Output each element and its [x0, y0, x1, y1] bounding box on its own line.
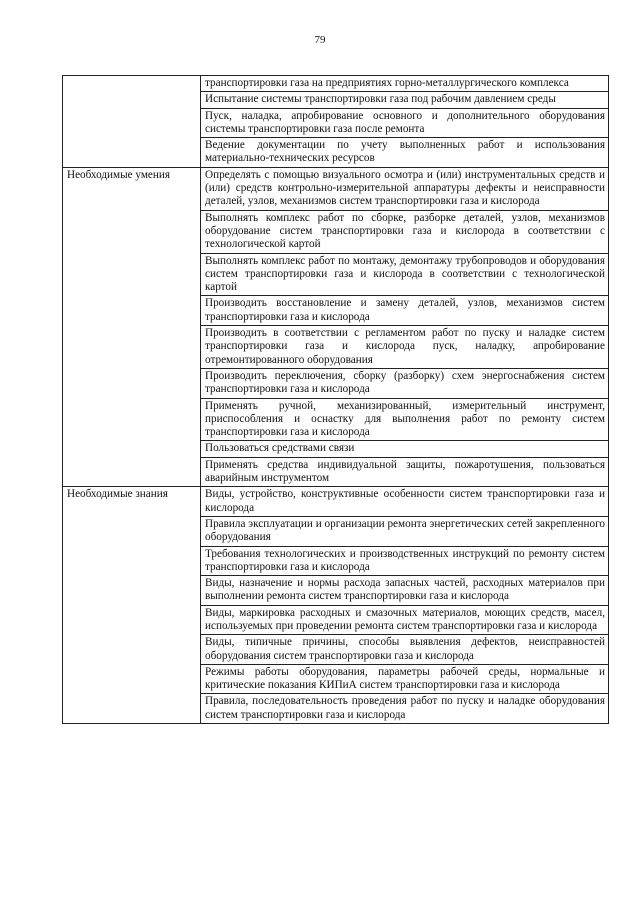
section-item: Ведение документации по учету выполненных работ и использования материально-технических ресурсов: [201, 138, 609, 168]
section-label: Необходимые умения: [63, 167, 201, 487]
table-body: [63, 76, 609, 724]
section-item: Применять ручной, механизированный, измерительный инструмент, приспособления и оснастку для выполнения работ по ремонту систем транспортировки газа и кислорода: [201, 398, 609, 441]
section-item: Пользоваться средствами связи: [201, 441, 609, 457]
table-row: [63, 167, 609, 210]
section-item: Пуск, наладка, апробирование основного и дополнительного оборудования системы транспортировки газа после ремонта: [201, 108, 609, 138]
section-item: Выполнять комплекс работ по сборке, разборке деталей, узлов, механизмов оборудование систем транспортировки газа и кислорода в соответствии с технологической картой: [201, 210, 609, 253]
table-row: [63, 76, 609, 92]
page-number: 79: [314, 34, 326, 46]
table-row: [63, 487, 609, 517]
section-item: Производить восстановление и замену деталей, узлов, механизмов систем транспортировки газа и кислорода: [201, 296, 609, 326]
section-item: Производить переключения, сборку (разборку) схем энергоснабжения систем транспортировки газа и кислорода: [201, 368, 609, 398]
section-item: Виды, устройство, конструктивные особенности систем транспортировки газа и кислорода: [201, 487, 609, 517]
section-item: Виды, типичные причины, способы выявления дефектов, неисправностей оборудования систем транспортировки газа и кислорода: [201, 635, 609, 665]
requirements-table: [62, 75, 609, 724]
section-item: Режимы работы оборудования, параметры рабочей среды, нормальные и критические показания КИПиА систем транспортировки газа и кислорода: [201, 664, 609, 694]
section-label: [63, 76, 201, 168]
section-item: Определять с помощью визуального осмотра и (или) инструментальных средств и (или) средств контрольно-измерительной аппаратуры дефекты и неисправности деталей, узлов, механизмов систем транспортировки газа и кислорода: [201, 167, 609, 210]
section-item: Применять средства индивидуальной защиты, пожаротушения, пользоваться аварийным инструментом: [201, 457, 609, 487]
section-item: Производить в соответствии с регламентом работ по пуску и наладке систем транспортировки газа и кислорода пуск, наладку, апробирование отремонтированного оборудования: [201, 326, 609, 369]
section-item: Правила, последовательность проведения работ по пуску и наладке оборудования систем транспортировки газа и кислорода: [201, 694, 609, 724]
section-item: Выполнять комплекс работ по монтажу, демонтажу трубопроводов и оборудования систем транспортировки газа и кислорода в соответствии с технологической картой: [201, 253, 609, 296]
section-label: Необходимые знания: [63, 487, 201, 724]
section-item: Виды, маркировка расходных и смазочных материалов, моющих средств, масел, используемых при проведении ремонта систем транспортировки газа и кислорода: [201, 605, 609, 635]
section-item: Испытание системы транспортировки газа под рабочим давлением среды: [201, 92, 609, 108]
section-item: Требования технологических и производственных инструкций по ремонту систем транспортировки газа и кислорода: [201, 546, 609, 576]
section-item: транспортировки газа на предприятиях горно-металлургического комплекса: [201, 76, 609, 92]
section-item: Правила эксплуатации и организации ремонта энергетических сетей закрепленного оборудования: [201, 516, 609, 546]
section-item: Виды, назначение и нормы расхода запасных частей, расходных материалов при выполнении ремонта систем транспортировки газа и кислорода: [201, 576, 609, 606]
